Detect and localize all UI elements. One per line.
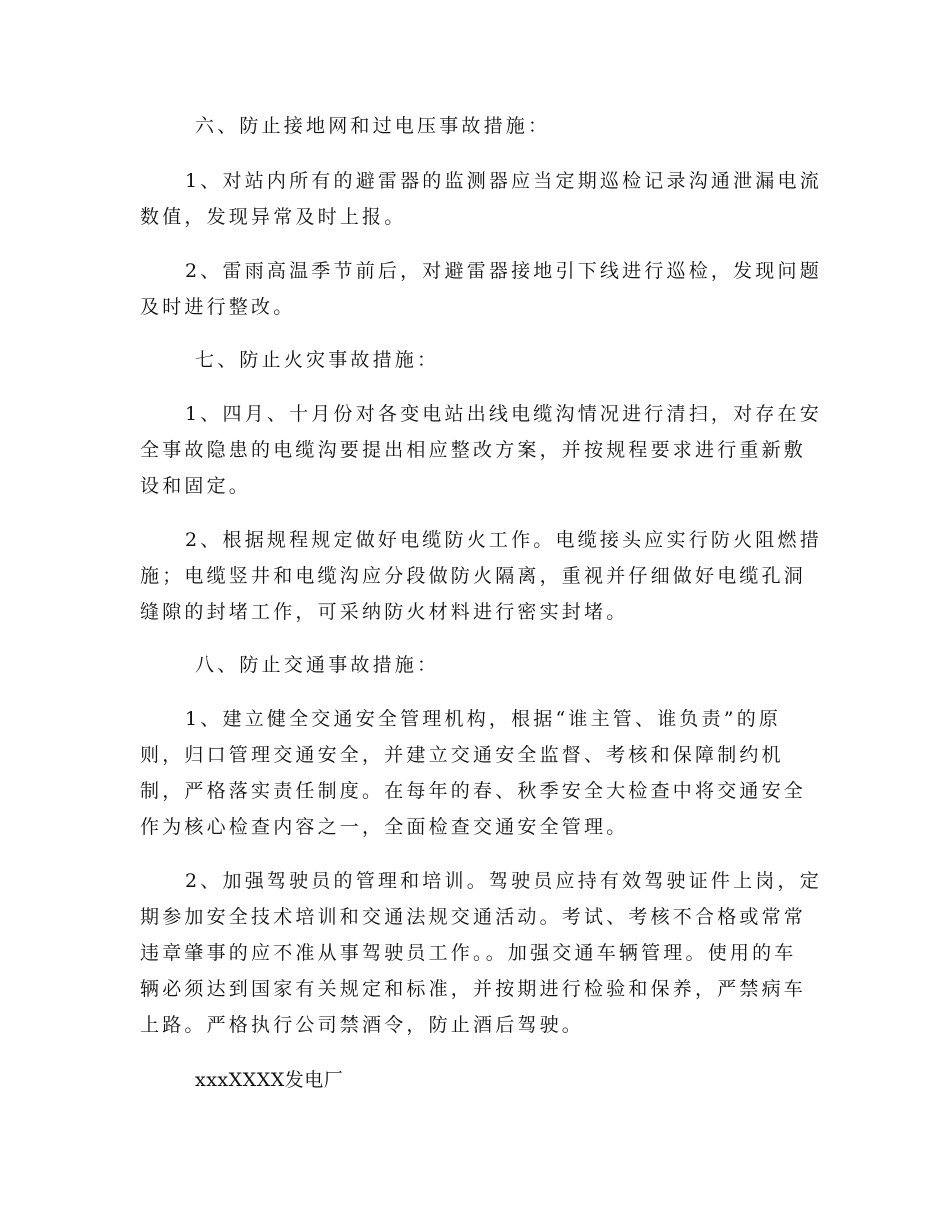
paragraph-line: 辆必须达到国家有关规定和标准，并按期进行检验和保养，严禁病车 — [140, 978, 807, 1000]
signature-organization: xxxXXXX发电厂 — [195, 1069, 344, 1091]
paragraph-line: 制，严格落实责任制度。在每年的春、秋季安全大检查中将交通安全 — [140, 780, 807, 802]
paragraph-line: 1、四月、十月份对各变电站出线电缆沟情况进行清扫，对存在安 — [185, 403, 822, 425]
paragraph-line: 作为核心检查内容之一，全面检查交通安全管理。 — [140, 816, 629, 838]
paragraph-line: 上路。严格执行公司禁酒令，防止酒后驾驶。 — [140, 1014, 585, 1036]
paragraph-line: 则，归口管理交通安全，并建立交通安全监督、考核和保障制约机 — [140, 744, 784, 766]
paragraph-line: 数值，发现异常及时上报。 — [140, 206, 407, 228]
section-heading-7: 七、防止火灾事故措施： — [195, 349, 440, 371]
paragraph-line: 设和固定。 — [140, 475, 252, 497]
paragraph-line: 期参加安全技术培训和交通法规交通活动。考试、考核不合格或常常 — [140, 906, 807, 928]
paragraph-line: 2、雷雨高温季节前后，对避雷器接地引下线进行巡检，发现问题 — [185, 260, 822, 282]
paragraph-line: 施；电缆竖井和电缆沟应分段做防火隔离，重视并仔细做好电缆孔洞 — [140, 565, 807, 587]
paragraph-line: 缝隙的封堵工作，可采纳防火材料进行密实封堵。 — [140, 601, 629, 623]
paragraph-line: 2、加强驾驶员的管理和培训。驾驶员应持有效驾驶证件上岗，定 — [185, 870, 822, 892]
paragraph-line: 及时进行整改。 — [140, 296, 296, 318]
paragraph-line: 2、根据规程规定做好电缆防火工作。电缆接头应实行防火阻燃措 — [185, 529, 822, 551]
section-heading-8: 八、防止交通事故措施： — [195, 654, 440, 676]
paragraph-line: 1、建立健全交通安全管理机构，根据“谁主管、谁负责”的原 — [185, 708, 782, 730]
paragraph-line: 全事故隐患的电缆沟要提出相应整改方案，并按规程要求进行重新敷 — [140, 439, 807, 461]
section-heading-6: 六、防止接地网和过电压事故措施： — [195, 115, 551, 137]
paragraph-line: 1、对站内所有的避雷器的监测器应当定期巡检记录沟通泄漏电流 — [185, 170, 822, 192]
paragraph-line: 违章肇事的应不准从事驾驶员工作。。加强交通车辆管理。使用的车 — [140, 942, 797, 964]
